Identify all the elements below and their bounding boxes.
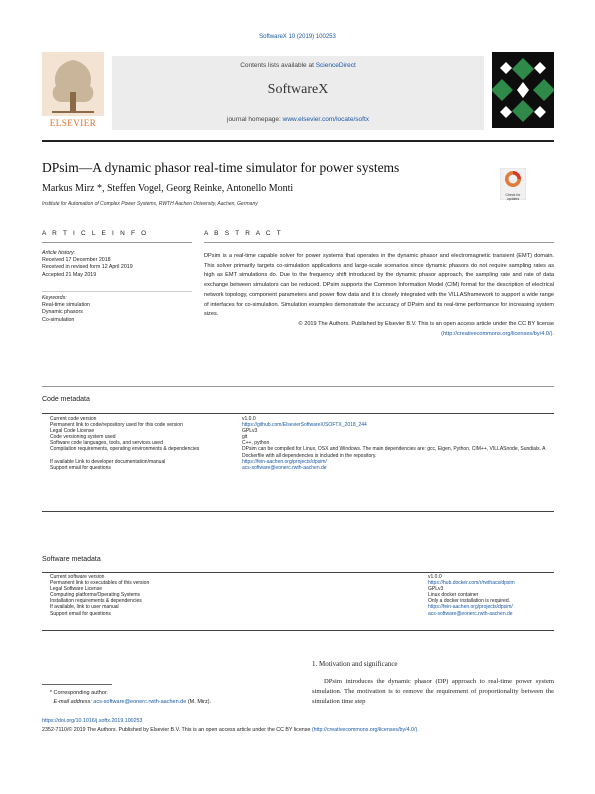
homepage-prefix: journal homepage: (227, 116, 283, 123)
table-cell-label: Support email for questions (50, 464, 111, 471)
article-history (42, 250, 192, 279)
journal-reference[interactable]: SoftwareX 10 (2019) 100253 (259, 34, 336, 40)
license-text: © 2019 The Authors. Published by Elsevier B.V. This is an open access article under the CC BY license (298, 320, 554, 327)
table-cell-label: Software code languages, tools, and services used (50, 440, 163, 447)
software-metadata-table (42, 574, 554, 617)
table-cell-value: v1.0.0 (242, 416, 256, 422)
abstract-body (204, 252, 554, 339)
software-metadata-top-rule (42, 572, 554, 573)
copyright-line (42, 727, 554, 733)
article-info-divider (42, 291, 192, 292)
table-cell-label: Installation requirements & dependencies (50, 598, 142, 605)
elsevier-wordmark: ELSEVIER (49, 118, 97, 128)
history-item: Received 17 December 2018 (42, 257, 111, 264)
footnote-email (42, 699, 211, 705)
table-cell-label: Support email for questions (50, 610, 111, 617)
intro-paragraph (312, 677, 554, 707)
history-label: Article history: (42, 250, 76, 256)
email-label: E-mail address: (53, 699, 92, 705)
table-cell-label: If available Link to developer documentation/manual (50, 458, 166, 465)
authors: Markus Mirz *, Steffen Vogel, Georg Reinke, Antonello Monti (42, 183, 294, 194)
footnote-corresponding (42, 690, 108, 696)
table-cell-label: Permanent link to executables of this version (50, 580, 150, 587)
intro-text: DPsim introduces the dynamic phasor (DP) approach to real-time power system simulation. The motivation is to remove the requirement of proportionality between the simulation time step (312, 678, 554, 705)
affiliation: Institute for Automation of Complex Power Systems, RWTH Aachen University, Aachen, Germany (42, 201, 258, 207)
documentation-link[interactable]: https://fein-aachen.org/projects/dpsim/ (242, 458, 327, 465)
journal-name: SoftwareX (267, 82, 329, 97)
homepage-link[interactable]: www.elsevier.com/locate/softx (282, 116, 369, 123)
doi-line (42, 718, 142, 724)
table-cell-value[interactable] (234, 465, 554, 471)
keyword-item: Real-time simulation (42, 302, 90, 309)
check-updates-label: Check for updates (505, 193, 521, 201)
article-info-heading: A R T I C L E I N F O (42, 230, 149, 237)
abstract-heading: A B S T R A C T (204, 230, 283, 237)
header-rule (42, 140, 554, 142)
table-cell-value: git (242, 434, 248, 441)
license-line (204, 320, 554, 339)
table-cell-value: GPLv3 (428, 586, 444, 593)
abstract-text: DPsim is a real-time capable solver for power systems that operates in the dynamic phasor and electromagnetic transient (EMT) domain. This solver primarily targets co-simulation applications and large-scale scenarios since dynamic phasors do not require sampling rates as high as EMT simulations do. Due to the frequency shift introduced by the dynamic phasor approach, the sampling rate and rate of data exchange between simulators can be reduced. DPsim supports the Common Information Model (CIM) format for the description of electrical network topology, component parameters and power flow data and it is closely integrated with the VILLASframework to support a wide range of interfaces for co-simulation. Simulation examples demonstrate the accuracy of DPsim and its real-time performance for increasing system sizes. (204, 253, 554, 318)
doi-link[interactable]: https://doi.org/10.1016/j.softx.2019.100253 (42, 718, 143, 724)
history-item: Received in revised form 12 April 2019 (42, 264, 133, 271)
sciencedirect-link[interactable]: ScienceDirect (315, 62, 356, 69)
footnote-label: Corresponding author. (53, 690, 108, 696)
table-cell-label: Legal Software License (50, 586, 102, 593)
history-item: Accepted 21 May 2019 (42, 271, 97, 278)
table-cell-value: DPsim can be compiled for Linux, OSX and Windows. The main dependencies are: gcc, Eigen, Python, CIM++, VILLASnode, Sundials. A Dockerfile with all dependencies is included in the repository. (242, 446, 546, 459)
table-cell-label: Computing platforms/Operating Systems (50, 592, 141, 599)
software-metadata-bottom-rule (42, 630, 554, 631)
footnote-marker: * (49, 690, 52, 696)
table-cell-label: Compilation requirements, operating environments & dependencies (50, 446, 200, 453)
user-manual-link[interactable]: https://fein-aachen.org/projects/dpsim/ (428, 604, 513, 611)
keyword-item: Co-simulation (42, 316, 75, 323)
keywords-label: Keywords: (42, 295, 67, 301)
table-cell-value: Only a docker installation is required. (428, 598, 510, 605)
keywords (42, 295, 192, 324)
code-metadata-bottom-rule (42, 511, 554, 512)
journal-cover-image (492, 52, 554, 128)
section-heading: 1. Motivation and significance (312, 660, 398, 668)
table-cell-label: Permanent link to code/repository used for this code version (50, 422, 183, 429)
table-cell-label: If available, link to user manual (50, 604, 119, 611)
table-row (42, 611, 554, 617)
software-metadata-title: Software metadata (42, 556, 101, 563)
contents-prefix: Contents lists available at (240, 62, 316, 69)
table-cell-label: Code versioning system used (50, 434, 116, 441)
support-email-link[interactable]: acs-software@eonerc.rwth-aachen.de (242, 464, 327, 471)
homepage-line (112, 116, 484, 123)
code-metadata-top-rule (42, 413, 554, 414)
table-row (42, 465, 554, 471)
support-email-link[interactable]: acs-software@eonerc.rwth-aachen.de (428, 610, 513, 617)
table-cell-value: v1.0.0 (428, 574, 442, 580)
table-row (42, 446, 554, 458)
author-initials: (M. Mirz). (187, 699, 212, 705)
license-link[interactable]: (http://creativecommons.org/licenses/by/4.0/). (441, 330, 554, 337)
email-link[interactable]: acs-software@eonerc.rwth-aachen.de (93, 699, 187, 705)
code-metadata-table (42, 416, 554, 471)
table-cell-label: Legal Code License (50, 428, 95, 435)
copyright-text: 2352-7110/© 2019 The Authors. Published by Elsevier B.V. This is an open access article under the CC BY license (42, 727, 311, 733)
table-cell-value: C++, python (242, 440, 270, 447)
docker-hub-link[interactable]: https://hub.docker.com/r/rwthacs/dpsim (428, 580, 515, 587)
table-cell-label: Current code version (50, 416, 97, 422)
article-info-rule (42, 242, 192, 243)
copyright-license-link[interactable]: (http://creativecommons.org/licenses/by/4.0/). (311, 727, 419, 733)
keyword-item: Dynamic phasors (42, 309, 83, 316)
table-cell-value[interactable] (420, 611, 554, 617)
abstract-bottom-rule (42, 386, 554, 387)
article-title: DPsim—A dynamic phasor real-time simulator for power systems (42, 160, 400, 175)
footnote-rule (42, 684, 112, 685)
code-metadata-title: Code metadata (42, 396, 90, 403)
abstract-rule (204, 242, 554, 243)
table-cell-label: Current software version (50, 574, 105, 580)
table-cell-value: GPLv3 (242, 428, 258, 435)
contents-line (112, 62, 484, 69)
elsevier-tree-logo (42, 52, 104, 128)
repository-link[interactable]: https://github.com/ElsevierSoftwareX/SOFTX_2018_244 (242, 422, 367, 429)
table-cell-value: Linux docker container (428, 592, 479, 599)
